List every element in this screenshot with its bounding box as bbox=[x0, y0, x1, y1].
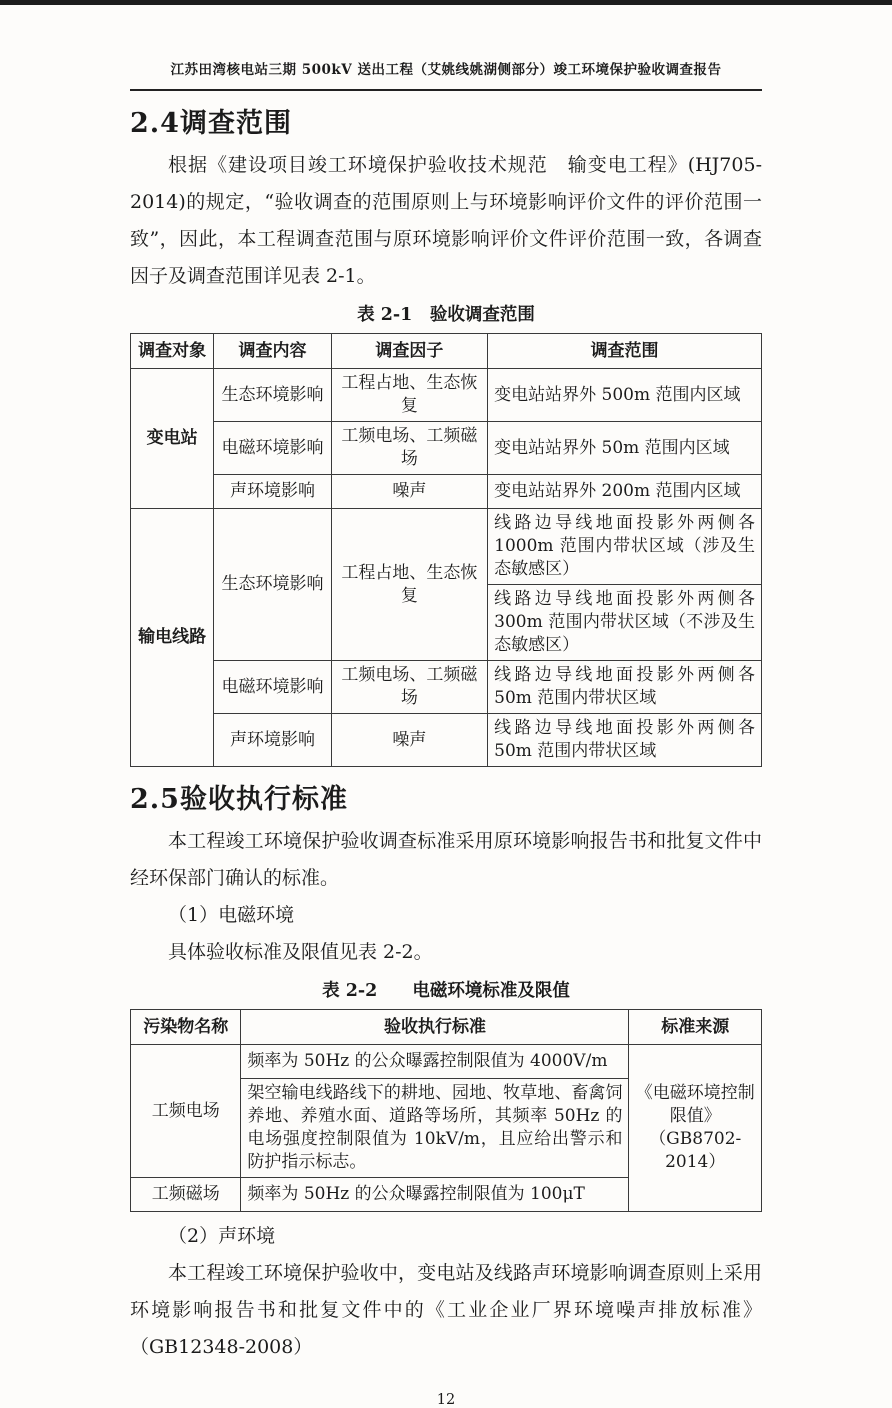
list-item-note: 具体验收标准及限值见表 2-2。 bbox=[168, 941, 433, 963]
document-page bbox=[130, 0, 762, 1408]
cell-content: 电磁环境影响 bbox=[214, 661, 331, 714]
cell-factor: 工程占地、生态恢复 bbox=[331, 369, 487, 422]
table-2-1 bbox=[130, 333, 762, 767]
column-header: 调查因子 bbox=[331, 334, 487, 369]
list-item-electromagnetic: （1）电磁环境 bbox=[168, 904, 295, 926]
page-number: 12 bbox=[436, 1392, 456, 1408]
cell-factor: 噪声 bbox=[331, 475, 487, 509]
table-2-2-header-row bbox=[131, 1010, 762, 1045]
group-cell-substation: 变电站 bbox=[131, 369, 214, 509]
table-2-2-caption: 表 2-2 电磁环境标准及限值 bbox=[322, 981, 570, 1001]
list-item-acoustic: （2）声环境 bbox=[168, 1225, 276, 1247]
table-row bbox=[131, 1045, 762, 1079]
cell-content: 生态环境影响 bbox=[214, 509, 331, 661]
cell-pollutant: 工频电场 bbox=[131, 1045, 241, 1178]
cell-content: 声环境影响 bbox=[214, 475, 331, 509]
table-2-1-header-row bbox=[131, 334, 762, 369]
table-row bbox=[131, 369, 762, 422]
cell-standard: 频率为 50Hz 的公众曝露控制限值为 4000V/m bbox=[241, 1045, 629, 1079]
table-row bbox=[131, 509, 762, 585]
group-cell-transmission-line: 输电线路 bbox=[131, 509, 214, 767]
section-title-2-5: 2.5验收执行标准 bbox=[130, 784, 348, 815]
table-row bbox=[131, 714, 762, 767]
scan-edge bbox=[0, 0, 892, 5]
cell-scope: 线路边导线地面投影外两侧各 300m 范围内带状区域（不涉及生态敏感区） bbox=[488, 585, 762, 661]
section-2-5-paragraph-2: 本工程竣工环境保护验收中，变电站及线路声环境影响调查原则上采用环境影响报告书和批复文件中的《工业企业厂界环境噪声排放标准》（GB12348-2008） bbox=[130, 1262, 762, 1358]
section-title-2-4: 2.4调查范围 bbox=[130, 108, 292, 139]
cell-content: 生态环境影响 bbox=[214, 369, 331, 422]
table-2-2 bbox=[130, 1009, 762, 1212]
cell-pollutant: 工频磁场 bbox=[131, 1178, 241, 1212]
cell-scope: 线路边导线地面投影外两侧各 1000m 范围内带状区域（涉及生态敏感区） bbox=[488, 509, 762, 585]
table-row bbox=[131, 475, 762, 509]
section-2-5-paragraph-1: 本工程竣工环境保护验收调查标准采用原环境影响报告书和批复文件中经环保部门确认的标准。 bbox=[130, 830, 762, 889]
cell-factor: 工频电场、工频磁场 bbox=[331, 422, 487, 475]
cell-scope: 变电站站界外 200m 范围内区域 bbox=[488, 475, 762, 509]
cell-standard: 架空输电线路线下的耕地、园地、牧草地、畜禽饲养地、养殖水面、道路等场所，其频率 50Hz 的电场强度控制限值为 10kV/m，且应给出警示和防护指示标志。 bbox=[241, 1079, 629, 1178]
cell-scope: 线路边导线地面投影外两侧各 50m 范围内带状区域 bbox=[488, 714, 762, 767]
cell-content: 电磁环境影响 bbox=[214, 422, 331, 475]
cell-content: 声环境影响 bbox=[214, 714, 331, 767]
cell-factor: 工频电场、工频磁场 bbox=[331, 661, 487, 714]
section-2-4-paragraph: 根据《建设项目竣工环境保护验收技术规范 输变电工程》(HJ705-2014)的规定，“验收调查的范围原则上与环境影响评价文件的评价范围一致”，因此，本工程调查范围与原环境影响评价文件评价范围一致，各调查因子及调查范围详见表 2-1。 bbox=[130, 154, 762, 287]
table-row bbox=[131, 661, 762, 714]
column-header: 验收执行标准 bbox=[241, 1010, 629, 1045]
cell-scope: 变电站站界外 50m 范围内区域 bbox=[488, 422, 762, 475]
cell-scope: 线路边导线地面投影外两侧各 50m 范围内带状区域 bbox=[488, 661, 762, 714]
table-row bbox=[131, 422, 762, 475]
column-header: 调查对象 bbox=[131, 334, 214, 369]
column-header: 调查内容 bbox=[214, 334, 331, 369]
column-header: 标准来源 bbox=[629, 1010, 762, 1045]
cell-factor: 噪声 bbox=[331, 714, 487, 767]
cell-factor: 工程占地、生态恢复 bbox=[331, 509, 487, 661]
column-header: 调查范围 bbox=[488, 334, 762, 369]
cell-scope: 变电站站界外 500m 范围内区域 bbox=[488, 369, 762, 422]
running-header: 江苏田湾核电站三期 500kV 送出工程（艾姚线姚湖侧部分）竣工环境保护验收调查报告 bbox=[130, 60, 762, 91]
cell-source: 《电磁环境控制限值》（GB8702-2014） bbox=[629, 1045, 762, 1212]
table-2-1-caption: 表 2-1 验收调查范围 bbox=[357, 305, 535, 325]
column-header: 污染物名称 bbox=[131, 1010, 241, 1045]
cell-standard: 频率为 50Hz 的公众曝露控制限值为 100μT bbox=[241, 1178, 629, 1212]
